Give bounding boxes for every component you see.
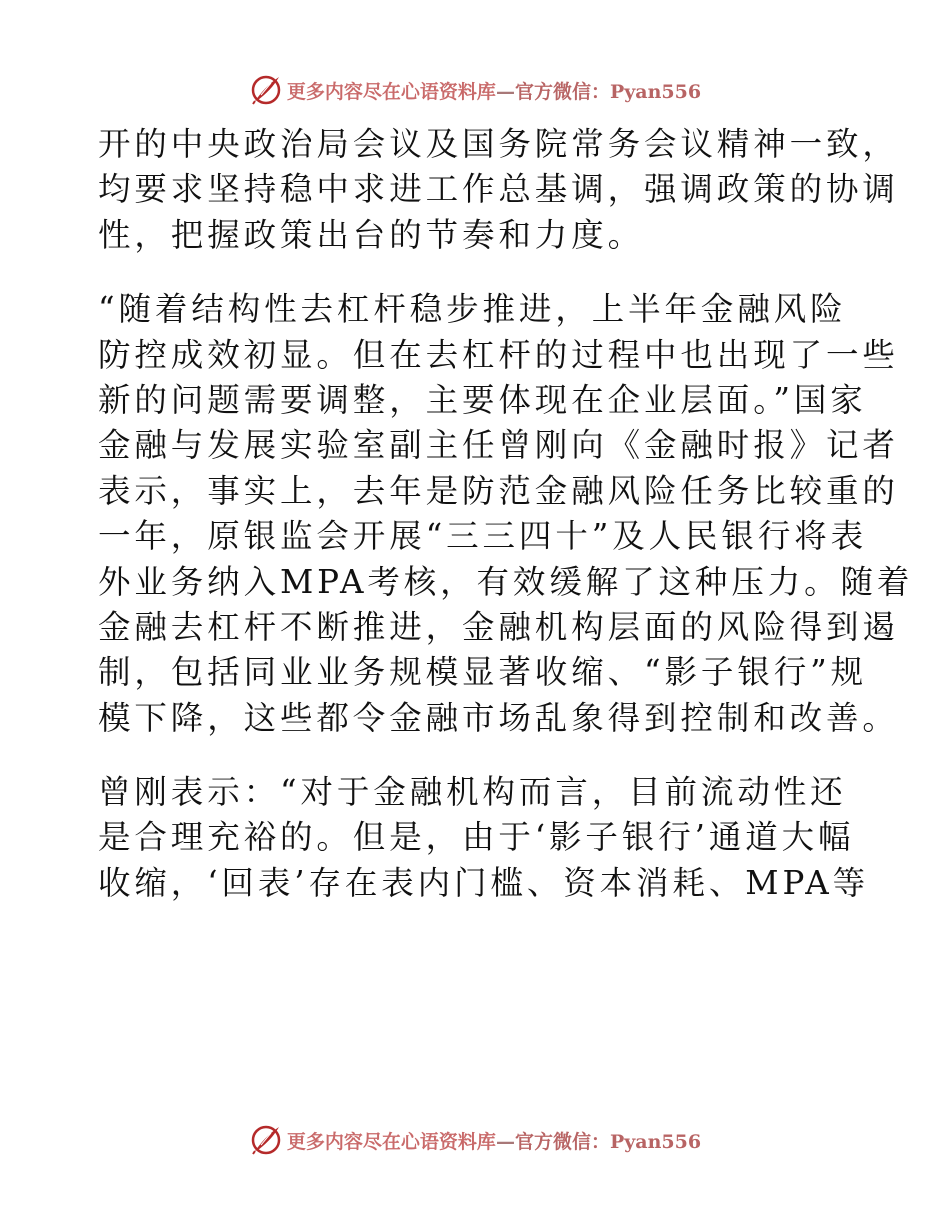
text-line: 是合理充裕的。但是，由于‘影子银行’通道大幅 — [98, 818, 855, 857]
text-line: 开的中央政治局会议及国务院常务会议精神一致， — [98, 125, 899, 163]
paragraph-2 — [98, 287, 914, 741]
header-banner-text — [287, 77, 701, 104]
header-banner-separator: — — [495, 80, 515, 103]
text-line: 一年，原银监会开展“三三四十”及人民银行将表 — [98, 517, 868, 556]
header-banner-wechat-id: Pyan556 — [609, 80, 702, 103]
text-line: 新的问题需要调整，主要体现在企业层面。”国家 — [98, 380, 867, 419]
text-line: 均要求坚持稳中求进工作总基调，强调政策的协调 — [98, 170, 899, 209]
text-line: 曾刚表示：“对于金融机构而言，目前流动性还 — [98, 773, 847, 812]
text-line: 模下降，这些都令金融市场乱象得到控制和改善。 — [98, 698, 899, 737]
text-line: 表示，事实上，去年是防范金融风险任务比较重的 — [98, 471, 899, 510]
quill-pen-logo-icon — [249, 1123, 283, 1157]
footer-banner-title: 更多内容尽在心语资料库 — [286, 1130, 496, 1153]
footer-banner-wechat-label: 官方微信： — [514, 1130, 610, 1153]
document-body — [98, 122, 914, 906]
text-line: 金融与发展实验室副主任曾刚向《金融时报》记者 — [98, 426, 899, 465]
text-line: 制，包括同业业务规模显著收缩、“影子银行”规 — [98, 653, 868, 692]
text-line: 性，把握政策出台的节奏和力度。 — [98, 215, 645, 254]
header-banner-title: 更多内容尽在心语资料库 — [286, 80, 496, 103]
header-watermark-banner — [0, 70, 950, 110]
text-line: 收缩，‘回表’存在表内门槛、资本消耗、MPA等 — [98, 863, 869, 902]
text-line: 外业务纳入MPA考核，有效缓解了这种压力。随着 — [98, 562, 914, 601]
header-banner-wechat-label: 官方微信： — [514, 80, 610, 103]
quill-pen-logo-icon — [249, 73, 283, 107]
paragraph-1 — [98, 122, 899, 258]
paragraph-3 — [98, 770, 869, 906]
footer-banner-wechat-id: Pyan556 — [609, 1130, 702, 1153]
text-line: 金融去杠杆不断推进，金融机构层面的风险得到遏 — [98, 607, 899, 646]
text-line: “随着结构性去杠杆稳步推进，上半年金融风险 — [98, 290, 847, 329]
footer-banner-separator: — — [495, 1130, 515, 1153]
footer-watermark-banner — [0, 1120, 950, 1160]
footer-banner-text — [287, 1127, 701, 1154]
text-line: 防控成效初显。但在去杠杆的过程中也出现了一些 — [98, 335, 899, 374]
